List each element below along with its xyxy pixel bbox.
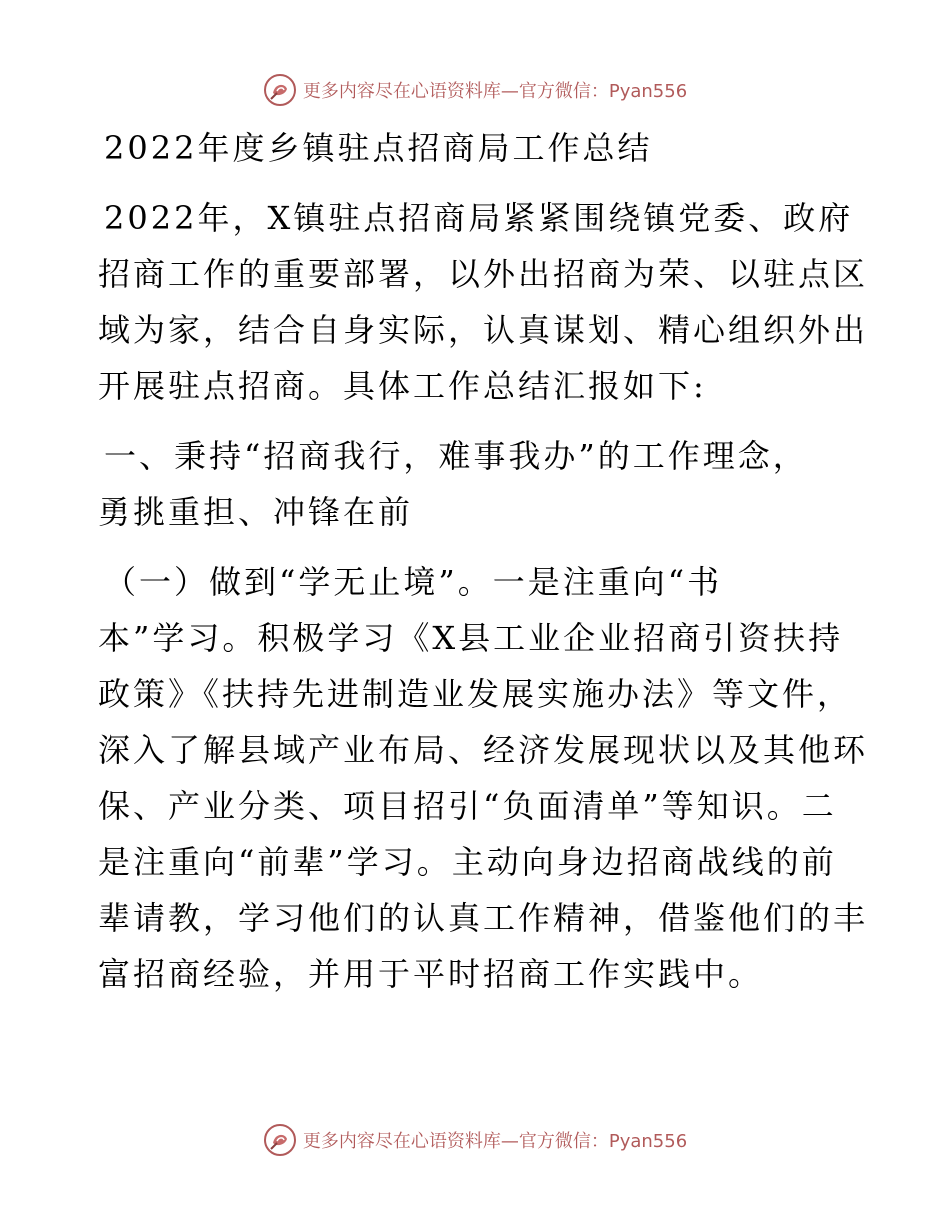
intro-line-1: 2022年，X镇驻点招商局紧紧围绕镇党委、政府 (104, 199, 854, 237)
watermark-text: 更多内容尽在心语资料库—官方微信：Pyan556 (302, 1131, 688, 1152)
document-body (98, 120, 869, 1002)
subsection-line-1: （一）做到“学无止境”。一是注重向“书 (104, 563, 723, 601)
rose-logo-icon (263, 73, 297, 107)
subsection-line-5: 保、产业分类、项目招引“负面清单”等知识。二 (98, 787, 837, 825)
watermark-header (0, 70, 950, 110)
watermark-text: 更多内容尽在心语资料库—官方微信：Pyan556 (302, 81, 688, 102)
intro-line-4: 开展驻点招商。具体工作总结汇报如下: (98, 367, 707, 405)
subsection-line-6: 是注重向“前辈”学习。主动向身边招商战线的前 (98, 843, 837, 881)
watermark-footer (0, 1120, 950, 1160)
subsection-line-8: 富招商经验，并用于平时招商工作实践中。 (98, 955, 764, 993)
subsection-line-7: 辈请教，学习他们的认真工作精神，借鉴他们的丰 (98, 899, 869, 937)
intro-line-2: 招商工作的重要部署，以外出招商为荣、以驻点区 (98, 255, 869, 293)
intro-line-3: 域为家，结合自身实际，认真谋划、精心组织外出 (98, 311, 869, 349)
section-heading-line-1: 一、秉持“招商我行，难事我办”的工作理念， (104, 437, 808, 475)
subsection-line-4: 深入了解县域产业布局、经济发展现状以及其他环 (98, 731, 869, 769)
rose-logo-icon (263, 1123, 297, 1157)
subsection-line-3: 政策》《扶持先进制造业发展实施办法》等文件， (98, 675, 853, 713)
section-heading-line-2: 勇挑重担、冲锋在前 (98, 493, 414, 531)
document-title: 2022年度乡镇驻点招商局工作总结 (104, 129, 653, 167)
subsection-line-2: 本”学习。积极学习《X县工业企业招商引资扶持 (98, 619, 844, 657)
